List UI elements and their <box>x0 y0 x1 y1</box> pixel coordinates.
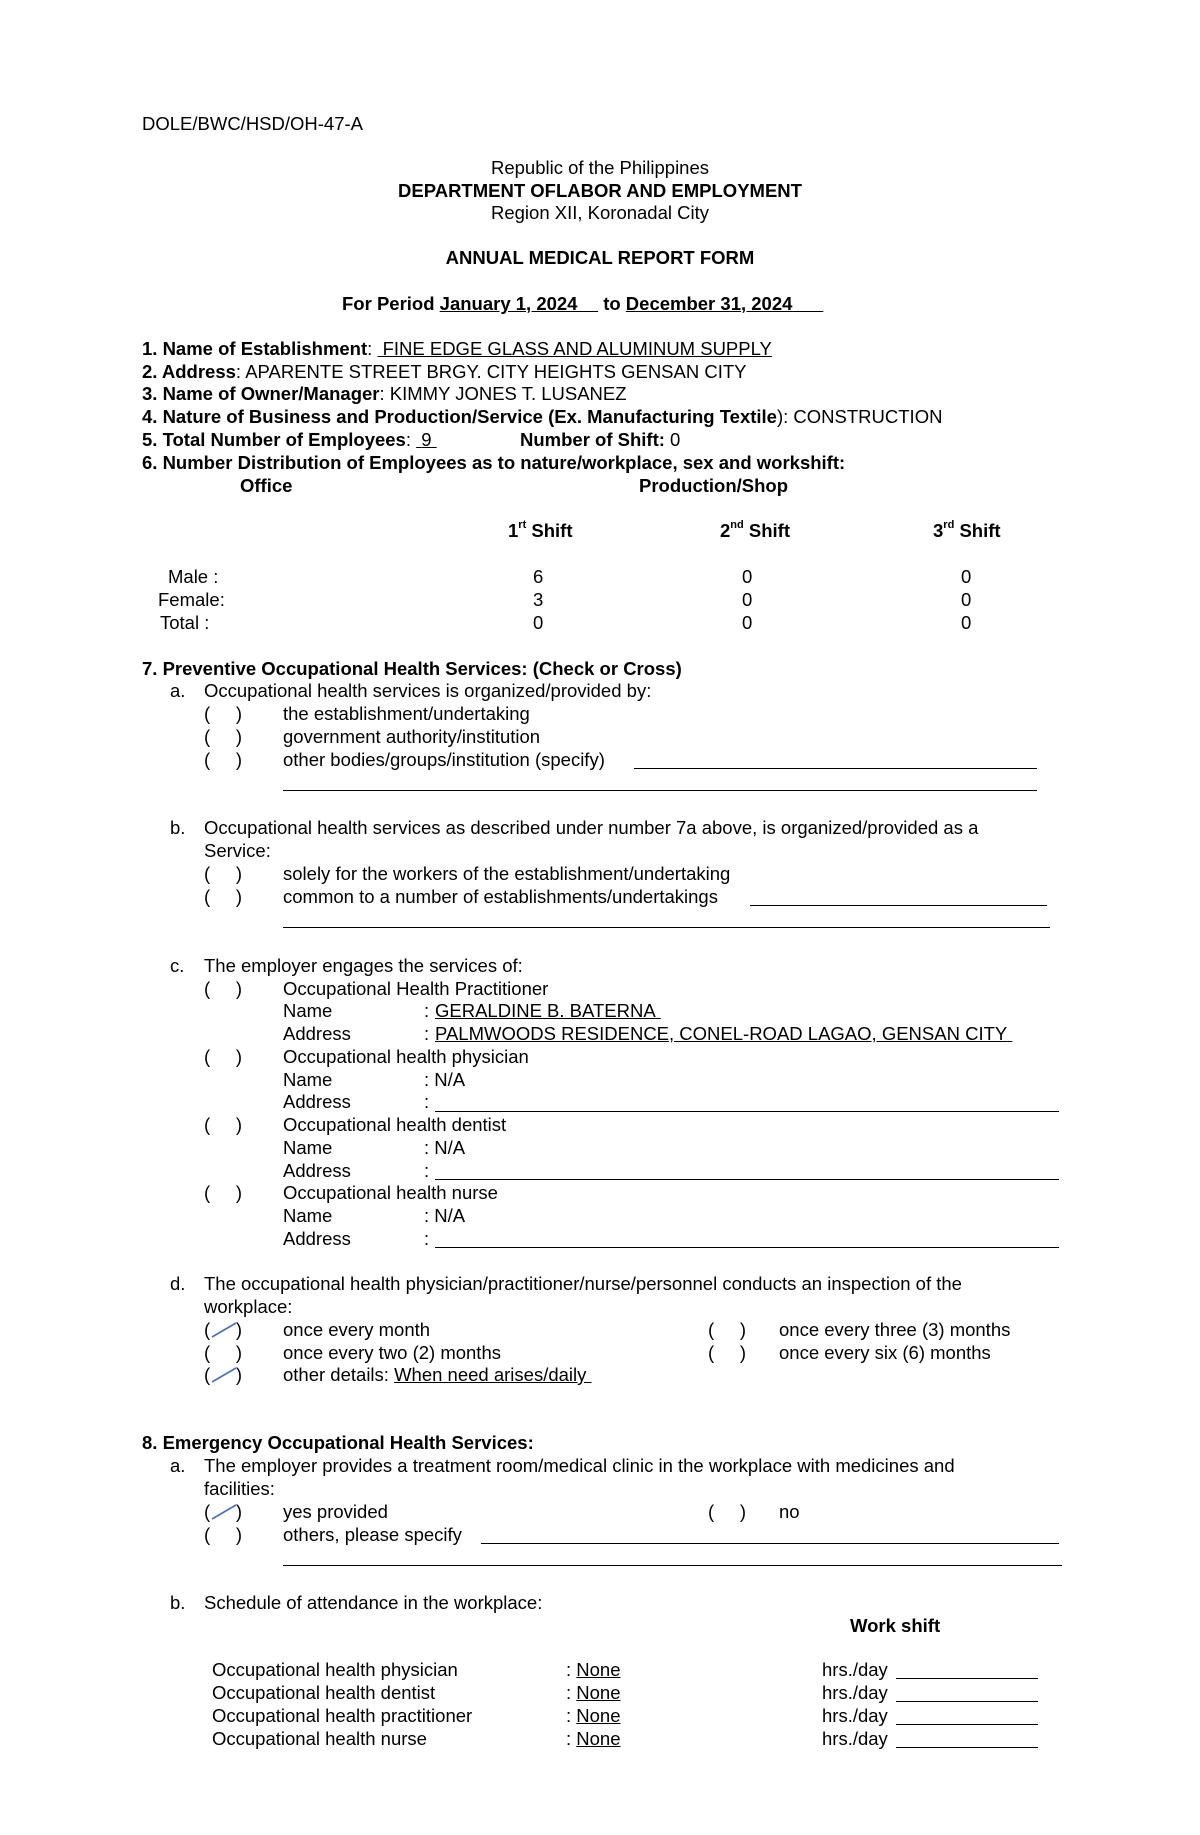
shift-count-value: 0 <box>670 429 681 450</box>
period-label: For Period <box>342 293 435 314</box>
section7b-letter: b. <box>170 817 186 838</box>
owner-label: 3. Name of Owner/Manager <box>142 383 380 404</box>
section7c-text: The employer engages the services of: <box>204 955 523 976</box>
practitioner-address-label: Address <box>283 1023 351 1044</box>
establishment-line: 1. Name of Establishment: FINE EDGE GLASS AND ALUMINUM SUPPLY <box>142 338 772 359</box>
shift2-header: 2nd Shift <box>720 518 790 541</box>
checkbox-7d-other[interactable]: ( ) <box>204 1364 243 1385</box>
checkbox-8a-yes[interactable]: ( ) <box>204 1501 243 1522</box>
nurse-address-label: Address <box>283 1228 351 1249</box>
dentist-address-label: Address <box>283 1160 351 1181</box>
section8b-text: Schedule of attendance in the workplace: <box>204 1592 543 1613</box>
department-line: DEPARTMENT OFLABOR AND EMPLOYMENT <box>398 180 802 201</box>
blank-line-7a-other-2[interactable] <box>283 790 1037 791</box>
checkbox-7d-three-months[interactable]: ( ) <box>708 1319 747 1340</box>
section8-title: 8. Emergency Occupational Health Services: <box>142 1432 534 1453</box>
nature-value: CONSTRUCTION <box>793 406 943 427</box>
option-7a-other: other bodies/groups/institution (specify) <box>283 749 605 770</box>
schedule-line-physician[interactable] <box>896 1678 1038 1679</box>
region-line: Region XII, Koronadal City <box>490 202 709 223</box>
schedule-role-nurse: Occupational health nurse <box>212 1728 427 1749</box>
schedule-line-nurse[interactable] <box>896 1747 1038 1748</box>
option-7c-physician: Occupational health physician <box>283 1046 529 1067</box>
section8a-text-2: facilities: <box>204 1478 275 1499</box>
nature-line: 4. Nature of Business and Production/Service (Ex. Manufacturing Textile): CONSTRUCTION <box>142 406 943 427</box>
address-line: 2. Address: APARENTE STREET BRGY. CITY HEIGHTS GENSAN CITY <box>142 361 747 382</box>
option-8a-yes: yes provided <box>283 1501 388 1522</box>
blank-line-7b-common[interactable] <box>750 905 1047 906</box>
option-8a-others: others, please specify <box>283 1524 462 1545</box>
nurse-name-value: : N/A <box>424 1205 466 1226</box>
blank-line-7b-common-2[interactable] <box>283 927 1050 928</box>
nurse-address-line[interactable] <box>435 1247 1059 1248</box>
option-7a-government: government authority/institution <box>283 726 541 747</box>
total-shift1: 0 <box>533 612 544 633</box>
dentist-name-label: Name <box>283 1137 333 1158</box>
section7a-letter: a. <box>170 680 186 701</box>
shift-count-line <box>520 429 680 451</box>
dentist-address-line[interactable] <box>435 1179 1059 1180</box>
shift1-header: $1^{rt}$ Shift <box>508 518 573 541</box>
physician-name-label: Name <box>283 1069 333 1090</box>
distribution-title: 6. Number Distribution of Employees as to nature/workplace, sex and workshift: <box>142 452 846 473</box>
checkbox-7d-monthly[interactable]: ( ) <box>204 1319 243 1340</box>
section7d-text-2: workplace: <box>204 1296 293 1317</box>
checkbox-7a-government[interactable]: ( ) <box>204 726 243 747</box>
schedule-value-practitioner: : None <box>566 1705 621 1726</box>
option-7d-three-months: once every three (3) months <box>779 1319 1011 1340</box>
owner-line: 3. Name of Owner/Manager: KIMMY JONES T. LUSANEZ <box>142 383 627 404</box>
blank-line-8a-others[interactable] <box>481 1543 1059 1544</box>
owner-value: KIMMY JONES T. LUSANEZ <box>389 383 627 404</box>
schedule-line-practitioner[interactable] <box>896 1724 1038 1725</box>
shift3-header: 3rd Shift <box>933 518 1001 541</box>
checkbox-7a-establishment[interactable]: ( ) <box>204 703 243 724</box>
schedule-unit-nurse: hrs./day <box>822 1728 888 1749</box>
establishment-label: 1. Name of Establishment <box>142 338 368 359</box>
office-header: Office <box>240 475 293 496</box>
period-to: December 31, 2024 <box>625 293 793 314</box>
section7b-text: Occupational health services as described under number 7a above, is organized/provided as a <box>204 817 979 838</box>
physician-address-line[interactable] <box>435 1111 1059 1112</box>
section7d-text: The occupational health physician/practitioner/nurse/personnel conducts an inspection of the <box>204 1273 962 1294</box>
option-7d-two-months: once every two (2) months <box>283 1342 501 1363</box>
male-shift1: 6 <box>533 566 544 587</box>
nurse-address-colon: : <box>424 1228 430 1249</box>
schedule-role-physician: Occupational health physician <box>212 1659 458 1680</box>
section7a-text: Occupational health services is organized/provided by: <box>204 680 652 701</box>
option-7a-establishment: the establishment/undertaking <box>283 703 530 724</box>
checkbox-7c-practitioner[interactable]: ( ) <box>204 978 243 999</box>
option-7d-monthly: once every month <box>283 1319 431 1340</box>
other-details-value: When need arises/daily <box>394 1364 587 1385</box>
checkbox-7d-two-months[interactable]: ( ) <box>204 1342 243 1363</box>
checkbox-8a-others[interactable]: ( ) <box>204 1524 243 1545</box>
period-line <box>342 293 823 315</box>
male-shift3: 0 <box>961 566 972 587</box>
physician-address-colon: : <box>424 1091 430 1112</box>
schedule-unit-physician: hrs./day <box>822 1659 888 1680</box>
section7c-letter: c. <box>170 955 185 976</box>
physician-address-label: Address <box>283 1091 351 1112</box>
practitioner-address-value: PALMWOODS RESIDENCE, CONEL-ROAD LAGAO, GENSAN CITY <box>435 1023 1008 1044</box>
row-label-female: Female: <box>158 589 225 610</box>
checkbox-8a-no[interactable]: ( ) <box>708 1501 747 1522</box>
schedule-role-practitioner: Occupational health practitioner <box>212 1705 473 1726</box>
shift-count-label: Number of Shift: <box>520 429 665 450</box>
work-shift-header: Work shift <box>850 1615 941 1636</box>
nature-label: 4. Nature of Business and Production/Service (Ex. Manufacturing Textile <box>142 406 777 427</box>
check-mark-icon <box>204 1364 243 1386</box>
address-value: APARENTE STREET BRGY. CITY HEIGHTS GENSAN CITY <box>245 361 747 382</box>
republic-line: Republic of the Philippines <box>490 157 710 178</box>
schedule-unit-practitioner: hrs./day <box>822 1705 888 1726</box>
production-header: Production/Shop <box>639 475 789 496</box>
total-shift2: 0 <box>742 612 753 633</box>
practitioner-address-colon: : <box>424 1023 430 1044</box>
checkbox-7a-other[interactable]: ( ) <box>204 749 243 770</box>
female-shift2: 0 <box>742 589 753 610</box>
female-shift3: 0 <box>961 589 972 610</box>
physician-name-value: : N/A <box>424 1069 466 1090</box>
check-mark-icon <box>204 1501 243 1523</box>
total-shift3: 0 <box>961 612 972 633</box>
practitioner-name-colon: : <box>424 1000 430 1021</box>
period-to-label: to <box>603 293 621 314</box>
blank-line-7a-other[interactable] <box>634 768 1037 769</box>
nurse-name-label: Name <box>283 1205 333 1226</box>
schedule-value-dentist: : None <box>566 1682 621 1703</box>
practitioner-name-value: GERALDINE B. BATERNA <box>435 1000 656 1021</box>
address-label: 2. Address <box>142 361 236 382</box>
checkbox-7d-six-months[interactable]: ( ) <box>708 1342 747 1363</box>
section7-title: 7. Preventive Occupational Health Services: (Check or Cross) <box>142 658 682 679</box>
dentist-address-colon: : <box>424 1160 430 1181</box>
dentist-name-value: : N/A <box>424 1137 466 1158</box>
female-shift1: 3 <box>533 589 544 610</box>
schedule-role-dentist: Occupational health dentist <box>212 1682 436 1703</box>
option-7d-six-months: once every six (6) months <box>779 1342 991 1363</box>
employees-line: 5. Total Number of Employees: 9 <box>142 429 437 451</box>
section8b-letter: b. <box>170 1592 186 1613</box>
option-7b-solely: solely for the workers of the establishment/undertaking <box>283 863 731 884</box>
schedule-unit-dentist: hrs./day <box>822 1682 888 1703</box>
period-from: January 1, 2024 <box>439 293 578 314</box>
male-shift2: 0 <box>742 566 753 587</box>
section7b-text-2: Service: <box>204 840 271 861</box>
section8a-letter: a. <box>170 1455 186 1476</box>
check-mark-icon <box>204 1319 243 1341</box>
row-label-male: Male : <box>168 566 219 587</box>
option-7b-common: common to a number of establishments/undertakings <box>283 886 718 907</box>
option-7c-dentist: Occupational health dentist <box>283 1114 507 1135</box>
other-details-label: other details: <box>283 1364 389 1385</box>
section7d-letter: d. <box>170 1273 186 1294</box>
option-7d-other <box>283 1364 592 1386</box>
blank-line-8a-others-2[interactable] <box>283 1565 1062 1566</box>
practitioner-name-label: Name <box>283 1000 333 1021</box>
form-code: DOLE/BWC/HSD/OH-47-A <box>142 113 364 134</box>
row-label-total: Total : <box>160 612 210 633</box>
checkbox-7b-solely[interactable]: ( ) <box>204 863 243 884</box>
section8a-text: The employer provides a treatment room/medical clinic in the workplace with medicines and <box>204 1455 955 1476</box>
checkbox-7b-common[interactable]: ( ) <box>204 886 243 907</box>
checkbox-7c-physician[interactable]: ( ) <box>204 1046 243 1067</box>
form-title: ANNUAL MEDICAL REPORT FORM <box>445 247 755 268</box>
schedule-line-dentist[interactable] <box>896 1701 1038 1702</box>
employees-value: 9 <box>421 429 432 450</box>
checkbox-7c-dentist[interactable]: ( ) <box>204 1114 243 1135</box>
option-7c-nurse: Occupational health nurse <box>283 1182 498 1203</box>
option-8a-no: no <box>779 1501 800 1522</box>
schedule-value-physician: : None <box>566 1659 621 1680</box>
checkbox-7c-nurse[interactable]: ( ) <box>204 1182 243 1203</box>
schedule-value-nurse: : None <box>566 1728 621 1749</box>
employees-label: 5. Total Number of Employees <box>142 429 406 450</box>
establishment-value: FINE EDGE GLASS AND ALUMINUM SUPPLY <box>382 338 772 359</box>
option-7c-practitioner: Occupational Health Practitioner <box>283 978 549 999</box>
